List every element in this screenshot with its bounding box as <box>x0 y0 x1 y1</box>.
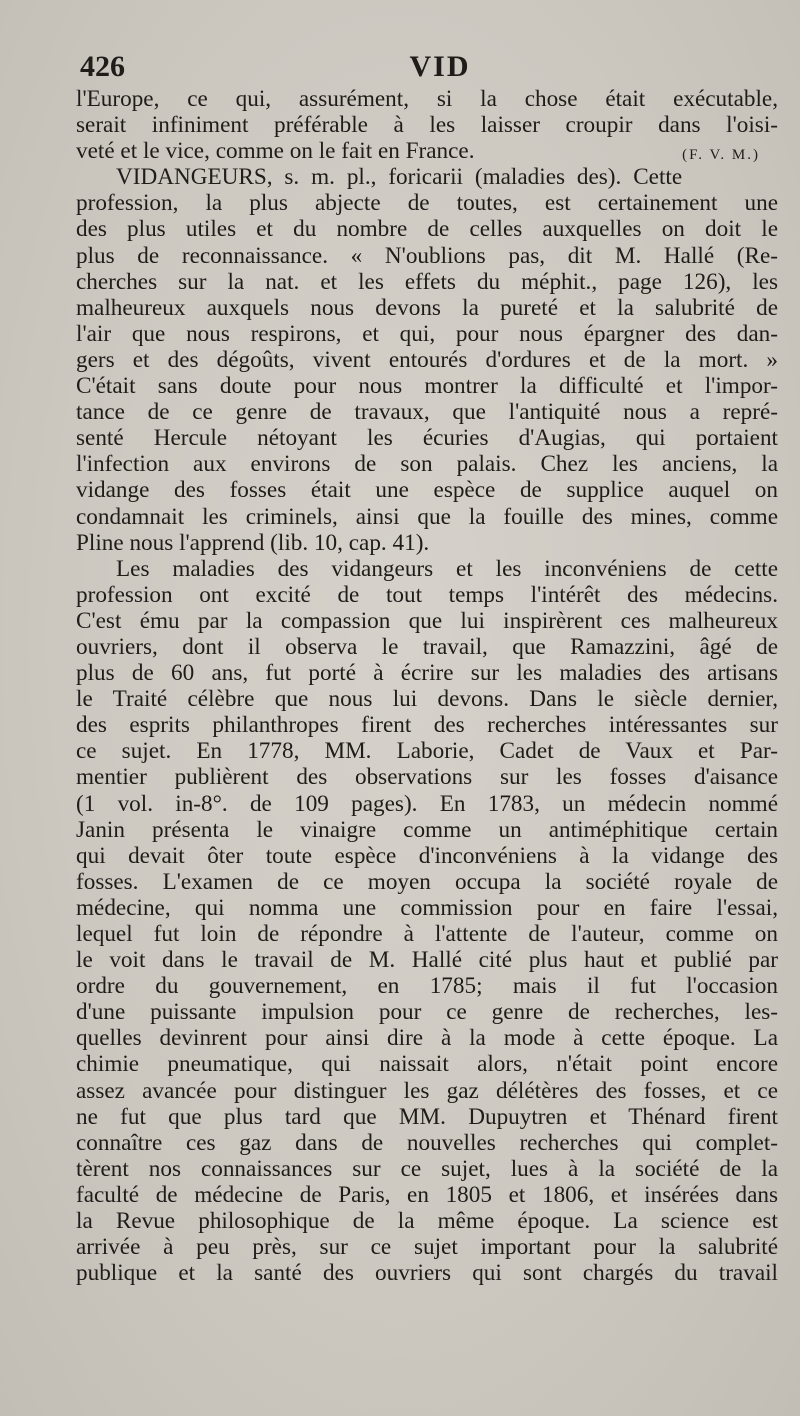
text-line: arrivée à peu près, sur ce sujet important pour la salubrité <box>76 1234 778 1261</box>
text-line: vidange des fosses était une espèce de supplice auquel on <box>76 477 778 504</box>
text-line: C'était sans doute pour nous montrer la difficulté et l'impor- <box>76 373 778 400</box>
text-line: des esprits philanthropes firent des recherches intéressantes sur <box>76 712 778 739</box>
text-line: quelles devinrent pour ainsi dire à la mode à cette époque. La <box>76 1025 778 1052</box>
text-line: mentier publièrent des observations sur les fosses d'aisance <box>76 764 778 791</box>
text-line: ordre du gouvernement, en 1785; mais il fut l'occasion <box>76 973 778 1000</box>
author-signature: (F. V. M.) <box>682 147 760 164</box>
text-line: des plus utiles et du nombre de celles auxquelles on doit le <box>76 216 778 243</box>
text-line: condamnait les criminels, ainsi que la fouille des mines, comme <box>76 503 778 530</box>
running-head: VID <box>409 50 471 83</box>
body-text <box>76 86 778 1286</box>
text-line: le voit dans le travail de M. Hallé cité plus haut et publié par <box>76 947 778 974</box>
text-line: l'infection aux environs de son palais. Chez les anciens, la <box>76 451 778 478</box>
text-line: Pline nous l'apprend (lib. 10, cap. 41). <box>76 529 430 556</box>
text-line: connaître ces gaz dans de nouvelles recherches qui complet- <box>76 1129 778 1156</box>
text-line: l'Europe, ce qui, assurément, si la chose était exécutable, <box>76 86 778 112</box>
text-line: faculté de médecine de Paris, en 1805 et 1806, et insérées dans <box>76 1181 778 1208</box>
text-line: malheureux auxquels nous devons la pureté et la salubrité de <box>76 294 778 321</box>
text-line: l'air que nous respirons, et qui, pour nous épargner des dan- <box>76 320 778 347</box>
text-line: d'une puissante impulsion pour ce genre de recherches, les- <box>76 999 778 1026</box>
text-line: tance de ce genre de travaux, que l'antiquité nous a repré- <box>76 399 778 426</box>
text-line: veté et le vice, comme on le fait en France. (F. V. M.) <box>76 138 778 164</box>
text-line: C'est ému par la compassion que lui inspirèrent ces malheureux <box>76 607 778 634</box>
page-header <box>80 50 770 90</box>
text-line: tèrent nos connaissances sur ce sujet, lues à la société de la <box>76 1155 778 1182</box>
text-line: ne fut que plus tard que MM. Dupuytren et Thénard firent <box>76 1103 778 1130</box>
text-line: senté Hercule nétoyant les écuries d'Augias, qui portaient <box>76 425 778 452</box>
text-line: profession, la plus abjecte de toutes, est certainement une <box>76 190 778 217</box>
text-line: ce sujet. En 1778, MM. Laborie, Cadet de Vaux et Par- <box>76 738 778 765</box>
text-line: ouvriers, dont il observa le travail, que Ramazzini, âgé de <box>76 633 778 660</box>
text-line: Les maladies des vidangeurs et les inconvéniens de cette <box>116 555 778 582</box>
text-line: cherches sur la nat. et les effets du méphit., page 126), les <box>76 268 778 295</box>
text-line: gers et des dégoûts, vivent entourés d'ordures et de la mort. » <box>76 346 778 373</box>
entry-heading-line: VIDANGEURS, s. m. pl., foricarii (maladies des). Cette <box>116 164 683 191</box>
text-line: plus de reconnaissance. « N'oublions pas, dit M. Hallé (Re- <box>76 242 778 269</box>
text-line: la Revue philosophique de la même époque. La science est <box>76 1208 778 1235</box>
text-line: médecine, qui nomma une commission pour en faire l'essai, <box>76 894 778 921</box>
text-line: plus de 60 ans, fut porté à écrire sur les maladies des artisans <box>76 660 778 687</box>
text-line: fosses. L'examen de ce moyen occupa la société royale de <box>76 868 778 895</box>
text-line: le Traité célèbre que nous lui devons. Dans le siècle dernier, <box>76 686 778 713</box>
text-line: profession ont excité de tout temps l'intérêt des médecins. <box>76 581 778 608</box>
text-line: Janin présenta le vinaigre comme un antiméphitique certain <box>76 816 778 843</box>
text-line: chimie pneumatique, qui naissait alors, n'était point encore <box>76 1051 778 1078</box>
text-line: (1 vol. in-8°. de 109 pages). En 1783, un médecin nommé <box>76 790 778 817</box>
text-line: lequel fut loin de répondre à l'attente de l'auteur, comme on <box>76 921 778 947</box>
page-number: 426 <box>80 50 125 83</box>
text-line: publique et la santé des ouvriers qui sont chargés du travail <box>76 1260 778 1287</box>
text-line: assez avancée pour distinguer les gaz délétères des fosses, et ce <box>76 1077 778 1104</box>
text-line: qui devait ôter toute espèce d'inconvéniens à la vidange des <box>76 842 778 869</box>
text-line: serait infiniment préférable à les laisser croupir dans l'oisi- <box>76 112 778 139</box>
